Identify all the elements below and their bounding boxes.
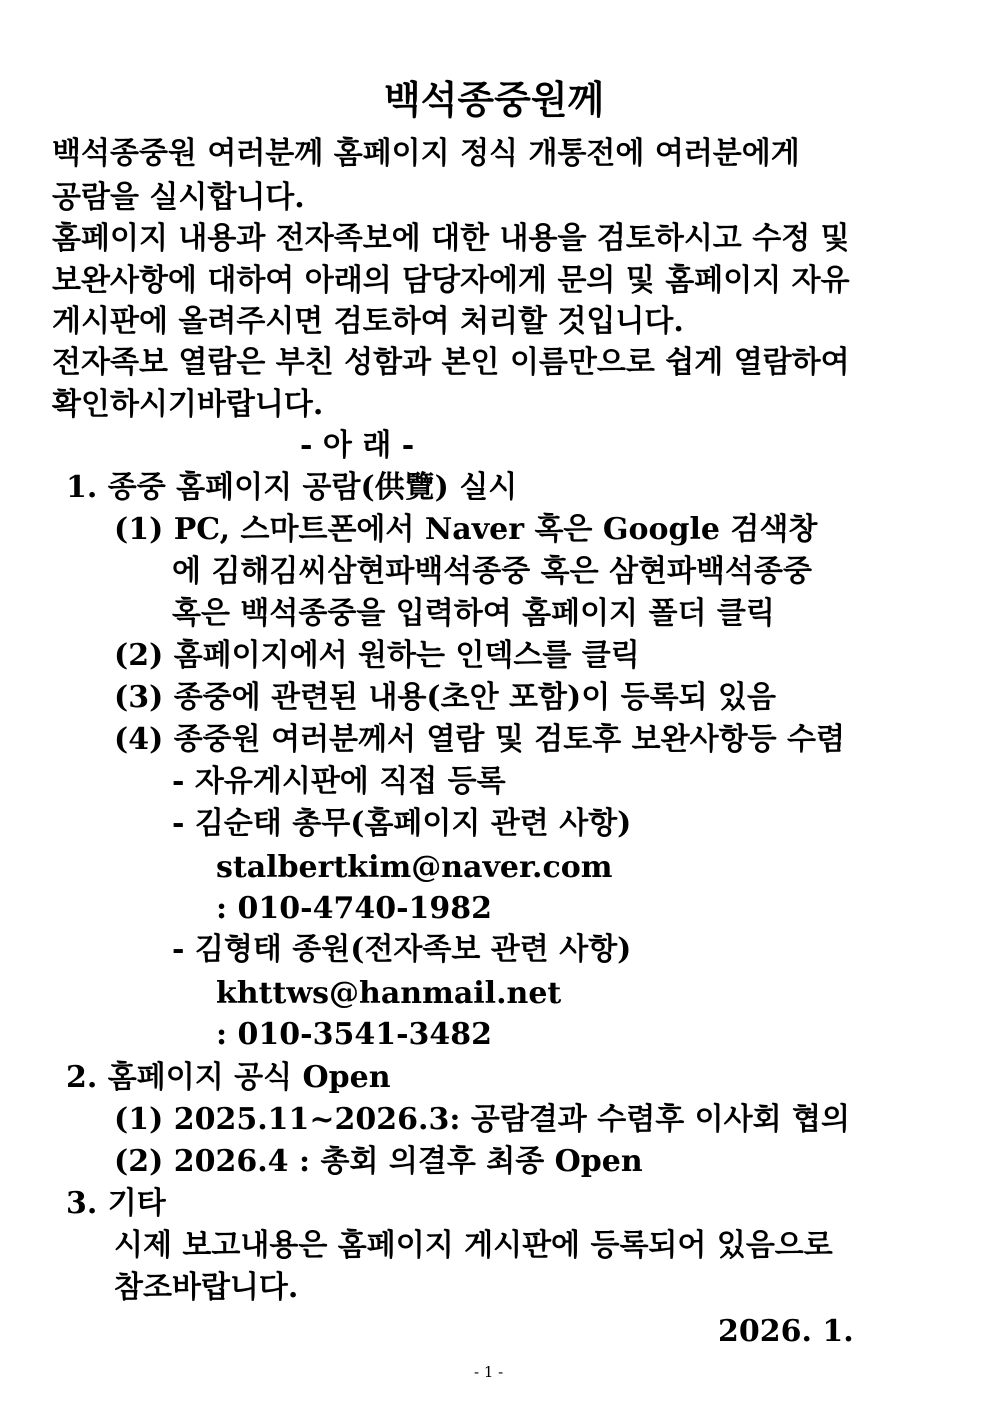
intro-line-6: 전자족보 열람은 부친 성함과 본인 이름만으로 쉽게 열람하여 <box>52 345 850 380</box>
page-number: - 1 - <box>474 1363 504 1381</box>
section3-line2: 참조바랍니다. <box>114 1270 299 1305</box>
contact-1-name <box>172 804 631 844</box>
contact-2-email: khttws@hanmail.net <box>216 976 562 1011</box>
search-keyword: 백석종중 <box>240 596 357 631</box>
intro-line-5: 게시판에 올려주시면 검토하여 처리할 것입니다. <box>52 304 684 339</box>
contact-1-email: stalbertkim@naver.com <box>216 850 613 885</box>
section2-heading: 2. 홈페이지 공식 Open <box>66 1060 391 1095</box>
section1-item1-line2 <box>172 552 812 592</box>
highlight-text: 전자족보 <box>364 932 481 967</box>
intro-line-2: 공람을 실시합니다. <box>52 180 305 215</box>
text-segment: 관련 사항) <box>480 932 632 967</box>
text-segment: 관련 사항) <box>480 806 632 841</box>
text-segment: 에 <box>172 554 212 589</box>
page-title: 백석종중원께 <box>384 77 605 122</box>
text-segment: 을 입력하여 홈페이지 폴더 클릭 <box>356 596 775 631</box>
contact-2-phone: : 010-3541-3482 <box>216 1017 493 1052</box>
contact-2-name <box>172 930 631 970</box>
section2-item2: (2) 2026.4 : 총회 의결후 최종 Open <box>114 1144 643 1179</box>
search-keyword: 김해김씨삼현파백석종중 <box>211 554 531 589</box>
section1-item3 <box>114 678 776 718</box>
below-heading: - 아 래 - <box>300 428 415 463</box>
contact-board: - 자유게시판에 직접 등록 <box>172 764 506 799</box>
intro-line-7: 확인하시기바랍니다. <box>52 387 324 422</box>
highlight-text: 초안 <box>440 680 499 715</box>
text-segment: (3) 종중에 관련된 내용( <box>114 680 441 715</box>
document-date: 2026. 1. <box>718 1314 854 1349</box>
text-segment: 혹은 <box>530 554 610 589</box>
intro-line-4: 보완사항에 대하여 아래의 담당자에게 문의 및 홈페이지 자유 <box>52 263 850 298</box>
section3-heading: 3. 기타 <box>66 1186 166 1221</box>
section1-item1-line1: (1) PC, 스마트폰에서 Naver 혹은 Google 검색창 <box>114 512 818 547</box>
section1-item1-line3 <box>172 594 775 634</box>
section1-item4: (4) 종중원 여러분께서 열람 및 검토후 보완사항등 수렴 <box>114 722 845 757</box>
section2-item1: (1) 2025.11~2026.3: 공람결과 수렴후 이사회 협의 <box>114 1102 850 1137</box>
contact-1-phone: : 010-4740-1982 <box>216 891 493 926</box>
text-segment: 포함)이 등록되 있음 <box>498 680 776 715</box>
section1-item2: (2) 홈페이지에서 원하는 인덱스를 클릭 <box>114 638 640 673</box>
text-segment: 혹은 <box>172 596 241 631</box>
section1-heading: 1. 종중 홈페이지 공람(供覽) 실시 <box>66 470 518 505</box>
intro-line-3: 홈페이지 내용과 전자족보에 대한 내용을 검토하시고 수정 및 <box>52 221 850 256</box>
search-keyword: 삼현파백석종중 <box>609 554 812 589</box>
text-segment: - 김순태 총무( <box>172 806 365 841</box>
intro-line-1: 백석종중원 여러분께 홈페이지 정식 개통전에 여러분에게 <box>52 136 800 171</box>
highlight-text: 홈페이지 <box>364 806 481 841</box>
text-segment: - 김형태 종원( <box>172 932 365 967</box>
section3-line1: 시제 보고내용은 홈페이지 게시판에 등록되어 있음으로 <box>114 1228 833 1263</box>
